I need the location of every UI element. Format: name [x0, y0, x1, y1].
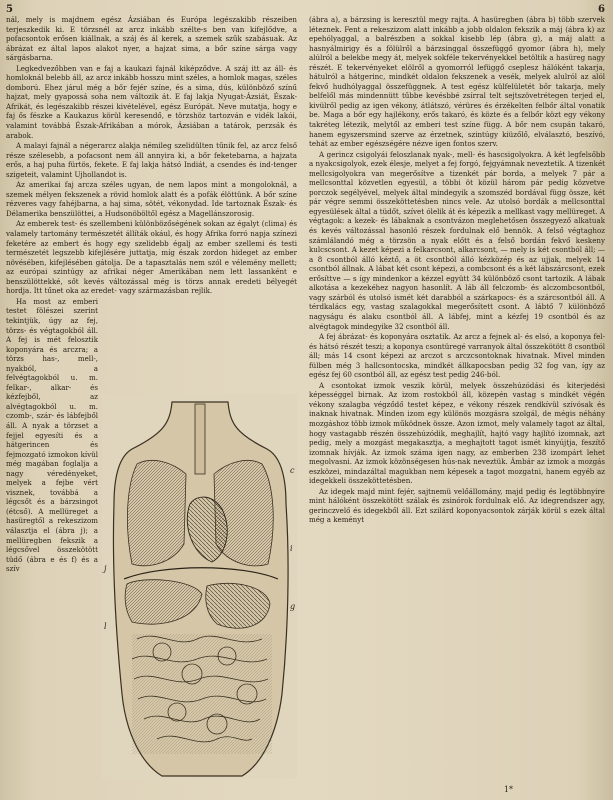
figure-label-c: c: [290, 466, 295, 475]
anatomy-figure: [102, 394, 297, 779]
signature-mark: 1*: [503, 785, 513, 794]
left-paragraph: Ha most az emberi testet fölészei szerint tekintjük, úgy az fej, törzs- és végtagokból áll. A fej is mét felosztik koponyára és arczra; a törzs has-, mell-, nyakból, a felvégtagokból u. m. felkar-, alkar- és kézfejből, az alvégtagokból u. m. czomb-, szár- és lábfejből áll. A nyak a törzset a fejjel egyesíti és a hátgerincen és fejmozgató izmokon kívül még magában foglalja a nagy véredényeket, melyek a fejbe vért visznek, továbbá a légcsőt és a bárzsingot (étcső). A mellüreget a hasüregtől a rekeszizom választja el (ábra j); a mellüregben fekszik a légcsővel összekötött tüdő (ábra e és f) és a szív: [6, 296, 98, 574]
figure-label-l: l: [104, 622, 107, 631]
page-number-right: 6: [598, 4, 605, 15]
left-paragraph: nál, mely is majdnem egész Ázsiában és Európa legészakibb részeiben terjeszkedik ki. E törzsnél az arcz inkább szélte-s ben van kifejlődve, a pofacsontok erősen kiállnak, a száj és ál kerek, a szemek szűk szabásuak. Az ábrázat ez által lapos alakot nyer, a hajzat sima, a bőr színe sárga vagy sárgásbarna.: [6, 15, 297, 63]
page-number-left: 5: [6, 4, 13, 15]
left-paragraph: Az amerikai faj arcza széles ugyan, de nem lapos mint a mongoloknál, a szemek mélyen fekszenek a rövid homlok alatt és a pofák élöttünk. A bőr színe rézveres vagy fahéjbarna, a haj sima, sötét, vékonydad. Ide tartoznak Észak- és Délamerika benszülöttei, a Hudsonöböltől egész a Magellánszorosig.: [6, 180, 297, 218]
figure-label-i: i: [290, 544, 293, 553]
right-paragraph: A fej ábrázat- és koponyára osztatik. Az arcz a fejnek al- és elsó, a koponya fel- és hátsó részét teszi; a koponya csontüregé varranyok által összekötött 8 csontból áll; más 14 csont képezi az arczot s arczcsontoknak hivatnak. Mivel minden fülben még 3 hallcsontocska, mindkét állkapocsban pedig 32 fog van, így az egész fej 60 csontból áll, az egész test pedig 246-ból.: [309, 332, 605, 380]
left-paragraph: Az emberek test- és szellembeni különbözőségének sokan az égalyt (clima) és valamely tartomány természetét állíták okául, és hogy Afrika forró napja színezi feketére az embert és hogy egy szelidebb égalj az ember szellemi és testi természetét legszebb kifejlésére juttatja, míg észak zordon hideget az ember növésében, kifejlésében gátolja. De a tapasztalás nem szól e vélemény mellett; az európai szintúgy az afrikai néger Amerikában nem lett lassanként e benszülöttekké, sőt kevés változással még is törzs annak eredeti bélyegét hordja. Itt tűnet oka az eredet- vagy származásban rejlik.: [6, 219, 297, 296]
right-paragraph: Az idegek majd mint fejér, sajtnemü velőállomány, majd pedig és legtöbbnyire mint hálóként összekötött szálak és zsinórok fordulnak elő. Az idegrendszer agy, gerinczvelő és idegekből áll. Ezt szilárd koponyacsontok zárják körül s ezek által még a keményt: [309, 486, 605, 525]
text-wrap-around-figure: [6, 297, 98, 575]
left-paragraph: A malayi fajnál a négerarcz alakja némileg szelidülten tűnik fel, az arcz felső része szélesebb, a pofacsont nem áll annyira ki, a bőr feketebarna, a hajzata erős, a haj puha fürtös, fekete. E faj lakja hátsó Indiát, a csendes és ind-tenger szigeteit, valamint Ujhollandot is.: [6, 141, 297, 179]
trachea: [195, 404, 205, 474]
right-text-column: [309, 15, 605, 785]
anatomy-illustration: [102, 394, 297, 779]
right-paragraph: (ábra a), a bárzsing is keresztül megy rajta. A hasüregben (ábra b) több szervek léteznek. Fent a rekeszizom alatt inkább a jobb oldalon fekszik a máj (ábra k) az epehólyaggal, a balrészben a sokkal kisebb lép (ábra g), a máj alatt a hasnyálmirigy és a fölülről a bárzsinggal összefüggő gyomor (ábra h), mely alúlról a belekbe megy át, melyek sokféle tekervényekkel betöltik a hasüreg nagy részét. E tekervényeket elölről a gyomorról lefüggő cseplesz hálóként takarja, hátulról a hátgerinc, mindkét oldalon fekszenek a vesék, melyek alulról az alól fekvő hudhólyaggal összefüggnek. A test egész külfelületét bőr takarja, mely belfelől más mindennütt tűbbe kevésbbé zsírral telt sejtszövetrétegen terjed el, kivülről pedig az igen vékony, átlátszó, vérüres és érzékelten felbőr által vonatik be. Maga a bőr egy hajlékony, erős takaró, és közte és a felbőr közt egy vékony takréteg létezik, melytől az emberi test színe függ. A bőr nem csupán takaró, hanem egyszersmind szerve az érzetnek, szintúgy kiüzőlő, elválasztó, beszívó, tehát az ember egészségére nézve igen fontos szerv.: [309, 15, 605, 149]
right-paragraph: A csontokat izmok veszik körül, melyek összehúzódási és kiterjedési képességgel birnak. Az izom rostokból áll, közepén vastag s mindkét végén vékony szalagba végződő testet képez, e vékony részek rendkívül szívósak és inaknak hivatnak. Minden izom egy különös mozgásra szolgál, de mégis néhány mozgáshoz több izmok működnek össze. Azon izmot, mely valamely tagot az által, hogy vastagabb részén összehúzódik, meghajlít, hajtó vagy hajlító izomnak, azt pedig, mely a mozgást megakasztja, a meghajtott tagot ismét kinyújtja, feszítő izomnak hívják. Az izmok száma igen nagy, az emberben 238 izompárt lehet megolvasni. Az izmok közönségesen hús-nak neveztük. Ámbár az izmok a mozgás eszközei, mindazáltal magukban nem képesek a tagot mozgatni, hanem egyéb az idegekkeli összeköttetésben.: [309, 380, 605, 486]
left-lung: [127, 460, 186, 565]
figure-label-g: g: [290, 602, 296, 611]
figure-label-j: j: [104, 564, 107, 573]
left-paragraph: Legkedvezőbben van e faj a kaukazi fajnál kiképződve. A száj itt az áll- és homloknál belebb áll, az arcz inkább hosszu mint széles, a homlok magas, széles domború. Ehez járul még a bőr fejér színe, és a sima, dús, különböző színű hajzat, mely gyapossá soha nem változik át. E faj lakja Nyugat-Ázsiát, Észak-Afrikát, és legészakibb részei kivételével, egész Európát. Neve mutatja, hogy e faj ős fészke a Kaukazus körül keresendő, e törzshöz tartozván e vidék lakói, valamint továbbá Észak-Afrikában a mórok, Ázsiában a tatárok, perzsák és arabok.: [6, 63, 297, 140]
right-paragraph: A gerincz csigolyái feloszlanak nyak-, mell- és hascsigolyokra. A két legfelsőbb a nyakcsigolyok, ezek élesje, melyet a fej forgó, fejgyámnak neveztetik. A tizenkét mellcsigolyokra van megerősítve a tizenkét pár borda, a melyek 7 pár a mellcsonttal közvetlen egyesül, a többi öt közül három pár pedig közvetve porczok segélyével, melyek által mindegyik a szomszéd bordával függ össze, két pár végre semmi összeköttetésben nincs vele. Az utolsó bordák a mellcsonttal egyesülések által a tüdőt, szívet ólelik át és képezik a mellkast vagy mellüreget. A végtagok: a kezek- és lábaknak a csontvázon meglehetősen összegyező alkatuak és kevés változással hasonló részek fordulnak elő bennök. A felső végtaghoz számlálandó még a törzsön a nyak előtt és a felső bordán fekvő keskeny kulcscsont. A kezet képezi a felkarcsont, alkarcsont, — mely is két csontból áll; — a 8 csontból álló kéztő, a öt csontból álló kézközép és az ujjak, melyek 14 csontból állnak. A lábat két csont képezi, a combcsont és a két lábszárcsont, ezek erősíttve — s így mindenkor a kézzel együtt 34 különböző csont tartozik. A lábak alkotása a kezekéhez nagyon hasonlít. A láb áll felczomb- és alczombcsontból, vagy szárból és utolsó ismét két darabból a szárkapocs- és a szárcsontból áll. A térdkalács egy, vastag szalagokkal megerősített csont. A lábtő 7 különböző nagyságu és alaku csontból áll. A lábfej, mint a kézfej 19 csontból és az alvégtagok mindegyike 32 csontból áll.: [309, 149, 605, 331]
